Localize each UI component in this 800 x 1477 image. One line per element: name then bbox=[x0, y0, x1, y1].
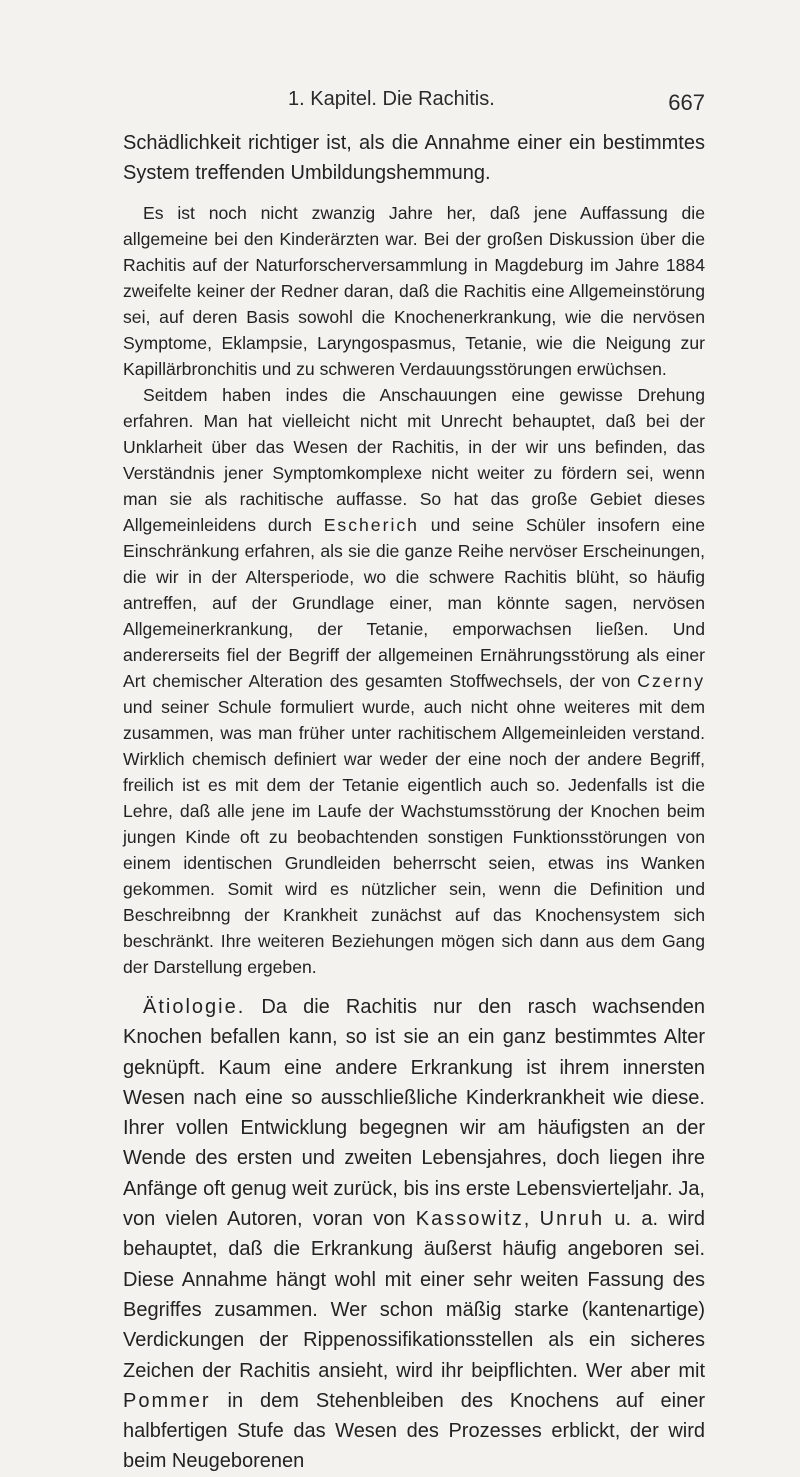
author-name-pommer: Pommer bbox=[123, 1389, 211, 1412]
author-name-czerny: Czerny bbox=[637, 671, 705, 691]
paragraph-views bbox=[123, 382, 705, 980]
page-number: 667 bbox=[668, 90, 705, 115]
author-name-kassowitz: Kassowitz bbox=[415, 1208, 524, 1231]
paragraph-text: und seiner Schule formuliert wurde, auch nicht ohne weiteres mit dem zusammen, was man früher unter rachitischem Allgemeinleiden verstand. Wirklich chemisch definiert war weder der eine noch der andere Begriff, freilich ist es mit dem der Tetanie eigentlich auch so. Jedenfalls ist die Lehre, daß alle jene im Laufe der Wachstumsstörung der Knochen beim jungen Kinde oft zu beobachtenden sonstigen Funktionsstörungen von einem identischen Grundleiden beherrscht seien, etwas ins Wanken gekommen. Somit wird es nützlicher sein, wenn die Definition und Beschreibnng der Krankheit zunächst auf das Knochensystem sich beschränkt. Ihre weiteren Beziehungen mögen sich dann aus dem Gang der Darstellung ergeben. bbox=[123, 697, 705, 977]
author-name-escherich: Escherich bbox=[323, 515, 419, 535]
body-text bbox=[123, 128, 705, 1477]
paragraph-text: Da die Rachitis nur den rasch wachsenden Knochen befallen kann, so ist sie an ein ganz bestimmtes Alter geknüpft. Kaum eine andere Erkrankung ist ihrem innersten Wesen nach eine so ausschließliche Kinderkrankheit wie diese. Ihrer vollen Entwicklung begegnen wir am häufigsten an der Wende des ersten und zweiten Lebensjahres, doch liegen ihre Anfänge oft genug weit zurück, bis ins erste Lebensvierteljahr. Ja, von vielen Autoren, voran von bbox=[123, 996, 705, 1231]
paragraph-aetiology bbox=[123, 992, 705, 1477]
author-name-unruh: Unruh bbox=[539, 1208, 605, 1231]
running-header bbox=[0, 84, 800, 116]
paragraph-history: Es ist noch nicht zwanzig Jahre her, daß jene Auffassung die allgemeine bei den Kinderärzten war. Bei der großen Diskussion über die Rachitis auf der Naturforscherversammlung in Magdeburg im Jahre 1884 zweifelte keiner der Redner daran, daß die Rachitis eine Allgemeinstörung sei, auf deren Basis sowohl die Knochenerkrankung, wie die nervösen Symptome, Eklampsie, Laryngospasmus, Tetanie, wie die Neigung zur Kapillärbronchitis und zu schweren Verdauungsstörungen erwüchsen. bbox=[123, 203, 705, 379]
separator-text: , bbox=[523, 1208, 540, 1231]
running-title: 1. Kapitel. Die Rachitis. bbox=[288, 88, 495, 110]
paragraph-continuation: Schädlichkeit richtiger ist, als die Annahme einer ein bestimmtes System treffenden Umbildungshemmung. bbox=[123, 132, 705, 184]
paragraph-text: Seitdem haben indes die Anschauungen eine gewisse Drehung erfahren. Man hat vielleicht nicht mit Unrecht behauptet, daß bei der Unklarheit über das Wesen der Rachitis, in der wir uns befinden, das Verständnis jener Symptomkomplexe nicht weiter zu fördern sei, wenn man sie als rachitische auffasse. So hat das große Gebiet dieses Allgemeinleidens durch bbox=[123, 385, 705, 535]
paragraph-text: in dem Stehenbleiben des Knochens auf einer halbfertigen Stufe das Wesen des Prozesses erblickt, der wird beim Neugeborenen bbox=[123, 1389, 705, 1473]
paragraph-text: u. a. wird behauptet, daß die Erkrankung äußerst häufig angeboren sei. Diese Annahme hängt wohl mit einer sehr weiten Fassung des Begriffes zusammen. Wer schon mäßig starke (kantenartige) Verdickungen der Rippenossifikationsstellen als ein sicheres Zeichen der Rachitis ansieht, wird ihr beipflichten. Wer aber mit bbox=[123, 1208, 706, 1382]
section-heading-aetiology: Ätiologie. bbox=[143, 996, 246, 1018]
paragraph-text: und seine Schüler insofern eine Einschränkung erfahren, als sie die ganze Reihe nervöser Erscheinungen, die wir in der Altersperiode, wo die schwere Rachitis blüht, so häufig antreffen, auf der Grundlage einer, man könnte sagen, nervösen Allgemeinerkrankung, der Tetanie, emporwachsen ließen. Und andererseits fiel der Begriff der allgemeinen Ernährungsstörung als einer Art chemischer Alteration des gesamten Stoffwechsels, der von bbox=[123, 515, 705, 691]
